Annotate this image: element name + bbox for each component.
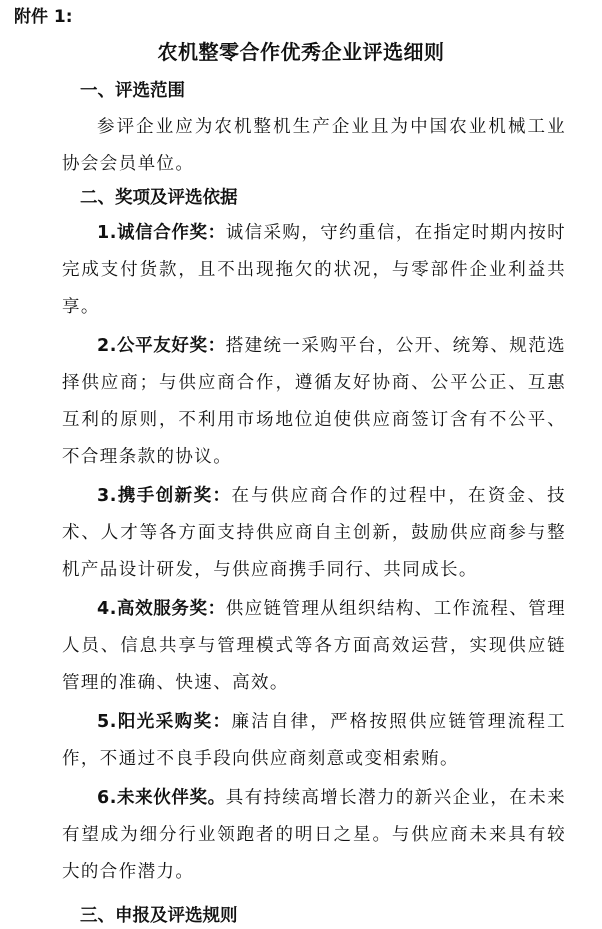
award-title: 5.阳光采购奖： [97, 712, 232, 732]
award-title: 2.公平友好奖： [97, 336, 226, 356]
award-description: 搭建统一采购平台，公开、统筹、规范选择供应商；与供应商合作，遵循友好协商、公平公正、互惠互利的原则，不利用市场地位迫使供应商签订含有不公平、不合理条款的协议。 [62, 336, 567, 467]
document-body [62, 78, 566, 929]
award-paragraph-sunshine [62, 704, 566, 778]
award-paragraph-integrity [62, 215, 566, 326]
award-description: 诚信采购，守约重信，在指定时期内按时完成支付货款，且不出现拖欠的状况，与零部件企业利益共享。 [62, 223, 567, 317]
award-title: 1.诚信合作奖： [97, 223, 226, 243]
annex-label: 附件 1: [14, 7, 73, 27]
award-title: 4.高效服务奖： [97, 599, 226, 619]
section-heading-rules: 三、申报及评选规则 [80, 906, 238, 926]
award-paragraph-efficiency [62, 591, 566, 702]
award-paragraph-future [62, 780, 566, 891]
award-paragraph-innovation [62, 478, 566, 589]
scope-paragraph: 参评企业应为农机整机生产企业且为中国农业机械工业协会会员单位。 [62, 117, 566, 174]
award-description: 具有持续高增长潜力的新兴企业，在未来有望成为细分行业领跑者的明日之星。与供应商未来具有较大的合作潜力。 [62, 788, 567, 882]
section-heading-scope: 一、评选范围 [80, 81, 185, 101]
award-description: 供应链管理从组织结构、工作流程、管理人员、信息共享与管理模式等各方面高效运营，实现供应链管理的准确、快速、高效。 [62, 599, 567, 693]
award-description: 廉洁自律，严格按照供应链管理流程工作，不通过不良手段向供应商刻意或变相索贿。 [62, 712, 566, 769]
award-description: 在与供应商合作的过程中，在资金、技术、人才等各方面支持供应商自主创新，鼓励供应商参与整机产品设计研发，与供应商携手同行、共同成长。 [62, 486, 566, 580]
award-paragraph-fairness [62, 328, 566, 476]
award-title: 3.携手创新奖： [97, 486, 232, 506]
document-title: 农机整零合作优秀企业评选细则 [157, 40, 445, 64]
section-heading-awards: 二、奖项及评选依据 [80, 188, 238, 208]
award-title: 6.未来伙伴奖。 [97, 788, 226, 808]
